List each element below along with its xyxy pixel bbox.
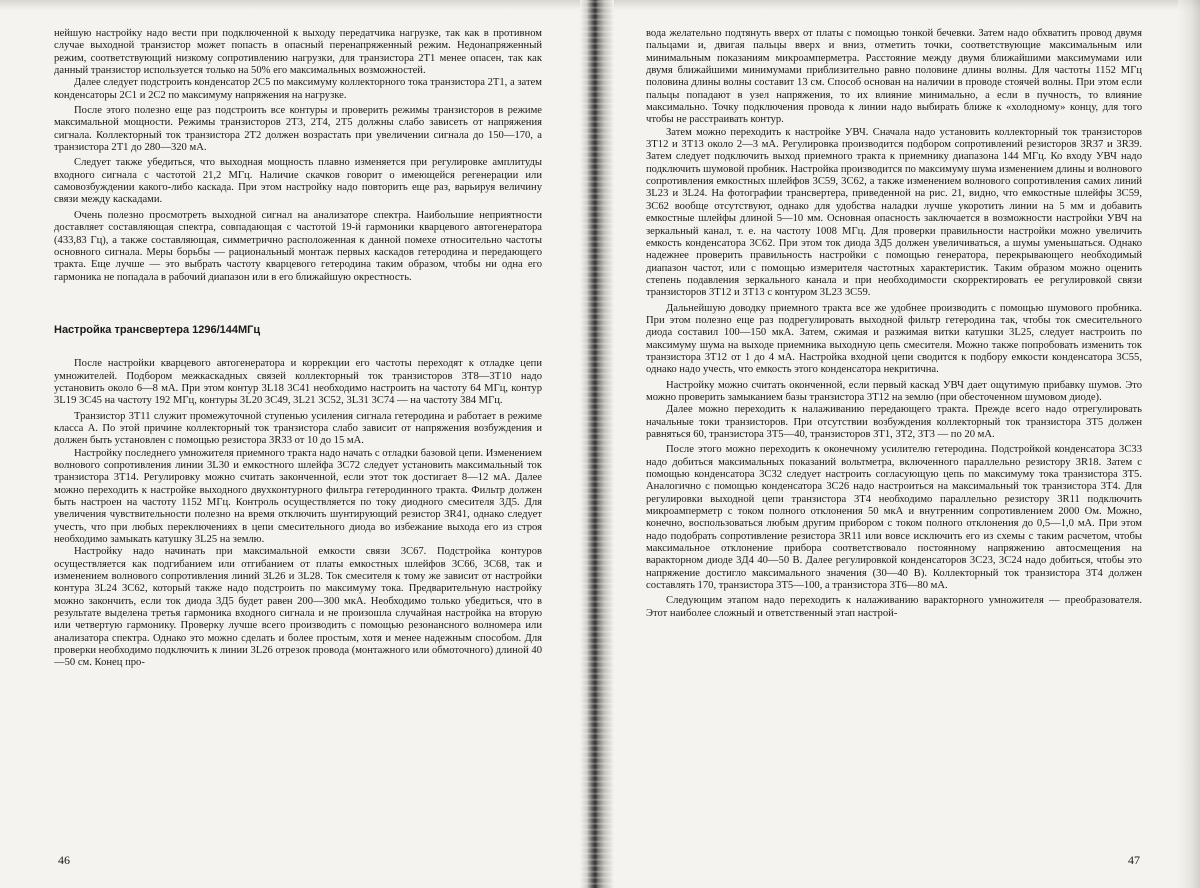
paragraph: После этого можно переходить к оконечному усилителю гетеродина. Подстройкой конденсатора 3С33 надо добиться максимальных показаний вольтметра, включенного параллельно резистору 3R18. Затем с помощью конденсатора 3С32 следует настроить согласующую цепь по максимуму тока транзистора 3Т5. Аналогично с помощью конденсатора 3С26 надо настроиться на максимальный ток транзистора 3Т4. Для регулировки выходной цепи транзистора 3Т4 необходимо параллельно резистору 3R11 подключить микроамперметр с током полного отклонения 50 мкА и внутренним сопротивлением 2000 Ом. Можно, конечно, воспользоваться любым другим прибором с током полного отклонения до 0,5—1,0 мА. При этом надо подобрать сопротивление резистора 3R11 или вовсе исключить его из схемы с таким расчетом, чтобы максимальное отклонение прибора соответствовало постоянному напряжению автосмещения на варакторном диоде 3Д4 40—50 В. Далее регулировкой конденсаторов 3С23, 3С24 надо добиться, чтобы это напряжение достигло максимального значения (30—40 В). Коллекторный ток транзистора 3Т4 должен составлять 170, транзистора 3Т5—100, а транзистора 3Т6—80 мА. <box>646 444 1142 592</box>
section-heading: Настройка трансвертера 1296/144МГц <box>54 323 261 336</box>
paragraph: Настройку последнего умножителя приемного тракта надо начать с отладки базовой цепи. Изменением волнового сопротивления линии 3L30 и емкостного шлейфа 3С72 следует установить максимальный ток транзистора 3Т14. Регулировку можно считать законченной, если этот ток достигает 8—12 мА. Далее можно переходить к настройке выходного двухконтурного фильтра гетеродинного тракта. Фильтр должен быть настроен на частоту 1152 МГц. Контроль осуществляется по току диодного смесителя 3Д5. Для увеличения чувствительности полезно на время отключить шунтирующий резистор 3R41, однако следует учесть, что при любых переключениях в цепи смесительного диода во избежание выхода его из строя необходимо замыкать катушку 3L25 на землю. <box>54 447 542 546</box>
page-number-left: 46 <box>58 853 70 867</box>
paragraph: Настройку надо начинать при максимальной емкости связи 3С67. Подстройка контуров осуществляется как подгибанием или отгибанием от платы емкостных шлейфов 3С66, 3С68, так и изменением волнового сопротивления линий 3L26 и 3L28. Ток смесителя к тому же зависит от настройки контура 3L24 3С62, который также надо подстроить по максимуму тока. Предварительную настройку можно закончить, если ток диода 3Д5 будет равен 200—300 мкА. Необходимо только убедиться, что в результате выделена третья гармоника входного сигнала и не произошла случайная настройка на вторую или четвертую гармонику. Проверку лучше всего производить с помощью резонансного волномера или анализатора спектра. Однако это можно сделать и более простым, хотя и менее надежным способом. Для проверки необходимо подключить к линии 3L26 отрезок провода (монтажного или обмоточного) длиной 40—50 см. Конец про- <box>54 546 542 669</box>
paragraph: Следует также убедиться, что выходная мощность плавно изменяется при регулировке амплитуды входного сигнала с частотой 21,2 МГц. Наличие скачков говорит о имеющейся регенерации или самовозбуждении какого-либо каскада. При этом настройку надо повторить еще раз, варьируя величину связи между каскадами. <box>54 157 542 206</box>
paragraph: Следующим этапом надо переходить к налаживанию варакторного умножителя — преобразователя. Этот наиболее сложный и ответственный этап настрой- <box>646 595 1142 619</box>
paragraph: Настройку можно считать оконченной, если первый каскад УВЧ дает ощутимую прибавку шумов. Это можно проверить замыканием базы транзистора 3Т12 на землю (при обесточенном шумовом диоде). <box>646 379 1142 403</box>
right-page <box>646 28 1142 868</box>
paragraph: Очень полезно просмотреть выходной сигнал на анализаторе спектра. Наибольшие неприятности доставляет составляющая спектра, совпадающая с частотой 19-й гармоники кварцевого автогенератора (433,83 Гц), а также составляющая, симметрично расположенная к данной помехе относительно частоты основного сигнала. Меры борьбы — рациональный монтаж первых каскадов гетеродина и передающего тракта. Еще лучше — это выбрать частоту кварцевого гетеродина таким образом, чтобы ни одна его гармоника не попадала в рабочий диапазон или в его ближайшую окрестность. <box>54 209 542 283</box>
paragraph: Далее следует подстроить конденсатор 2С5 по максимуму коллекторного тока транзистора 2Т1, а затем конденсаторы 2С1 и 2С2 по максимуму напряжения на нагрузке. <box>54 77 542 101</box>
left-page-text-before <box>54 28 542 284</box>
paragraph: После этого полезно еще раз подстроить все контуры и проверить режимы транзисторов в режиме максимальной мощности. Режимы транзисторов 2Т3, 2Т4, 2Т5 должны слабо зависеть от напряжения сигнала. Коллекторный ток транзистора 2Т2 должен возрастать при увеличении сигнала до 150—170, а транзистора 2Т1 до 280—320 мА. <box>54 105 542 154</box>
paragraph: После настройки кварцевого автогенератора и коррекции его частоты переходят к отладке цепи умножителей. Подбором межкаскадных связей коллекторный ток транзисторов 3Т8—3Т10 надо установить около 6—8 мА. При этом контур 3L18 3С41 необходимо настроить на частоту 64 МГц, контур 3L19 3С45 на частоту 192 МГц, контуры 3L20 3С49, 3L21 3С52, 3L31 3С74 — на частоту 384 МГц. <box>54 358 542 407</box>
left-page-text-after <box>54 358 542 670</box>
paragraph: Транзистор 3Т11 служит промежуточной ступенью усиления сигнала гетеродина и работает в режиме класса А. По этой причине коллекторный ток транзистора слабо зависит от напряжения возбуждения и должен быть установлен с помощью резистора 3R33 от 10 до 15 мА. <box>54 410 542 447</box>
paragraph: Далее можно переходить к налаживанию передающего тракта. Прежде всего надо отрегулировать начальные токи транзисторов. При отсутствии возбуждения коллекторный ток транзистора 3Т5 должен равняться 60, транзистора 3Т5—40, транзисторов 3Т1, 3Т2, 3Т3 — по 20 мА. <box>646 404 1142 440</box>
paragraph: Затем можно переходить к настройке УВЧ. Сначала надо установить коллекторный ток транзисторов 3Т12 и 3Т13 около 2—3 мА. Регулировка производится подбором сопротивлений резисторов 3R37 и 3R39. Затем следует подключить выход приемного тракта к приемнику диапазона 144 МГц. Ко входу УВЧ надо подключить шумовой пробник. Настройка производится по максимуму шума изменением длины и волнового сопротивления емкостных шлейфов 3С59, 3С62, а также изменением волнового сопротивления самих линий 3L23 и 3L24. На фотографии трансвертера, приведенной на рис. 21, видно, что емкостные шлейфы 3С59, 3С62 вообще отсутствуют, однако для удобства наладки лучше укоротить линии на 5 мм и добавить емкостные шлейфы длиной 5—10 мм. Основная опасность заключается в возможности настройки УВЧ на зеркальный канал, т. е. на частоту 1008 МГц. Для проверки правильности настройки можно увеличить емкость конденсатора 3С62. При этом ток диода 3Д5 должен увеличиваться, а шумы уменьшаться. Однако надежнее проверить правильность настройки с помощью генератора, перекрывающего необходимый диапазон частот, или с помощью измерителя частотных характеристик. Таким образом можно оценить степень подавления зеркального канала и при необходимости скорректировать ее регулировкой связи транзисторов 3Т12 и 3Т13 с контуром 3L23 3С59. <box>646 126 1142 299</box>
book-gutter <box>580 0 614 888</box>
left-page <box>54 28 542 868</box>
paragraph: Дальнейшую доводку приемного тракта все же удобнее производить с помощью шумового пробника. При этом полезно еще раз подрегулировать выходной фильтр гетеродина так, чтобы ток смесительного диода составил 100—150 мкА. Затем, сжимая и разжимая витки катушки 3L25, следует настроить по максимуму шума на выходе приемника выходную цепь смесителя. Можно также попробовать изменить ток транзистора 3Т12 от 1 до 4 мА. Настройка входной цепи сводится к подбору емкости конденсатора 3С55, однако надо учесть, что емкость этого конденсатора некритична. <box>646 302 1142 376</box>
paragraph: нейшую настройку надо вести при подключенной к выходу передатчика нагрузке, так как в противном случае выходной транзистор может попасть в опасный перенапряженный режим. Недонапряженный режим, соответствующий низкому сопротивлению нагрузки, для транзистора 2Т1 менее опасен, так как данный транзистор используется только на 50% его максимальных возможностей. <box>54 28 542 77</box>
paragraph: вода желательно подтянуть вверх от платы с помощью тонкой бечевки. Затем надо обхватить провод двумя пальцами и, двигая пальцы вверх и вниз, отметить точки, соответствующие максимальным или минимальным показаниям микроамперметра. Расстояние между двумя ближайшими максимумами или двумя ближайшими минимумами приблизительно равно половине длины волны. Для частоты 1152 МГц половина длины волны составит 13 см. Способ основан на наличии в проводе стоячей волны. При этом если пальцы попадают в узел напряжения, то их влияние минимально, а если в пучность, то влияние максимально. Точку подключения провода к линии надо выбирать ближе к «холодному» концу, для того чтобы не расстраивать контур. <box>646 28 1142 126</box>
page-number-right: 47 <box>1128 853 1140 867</box>
scan-right-edge <box>1178 0 1200 888</box>
